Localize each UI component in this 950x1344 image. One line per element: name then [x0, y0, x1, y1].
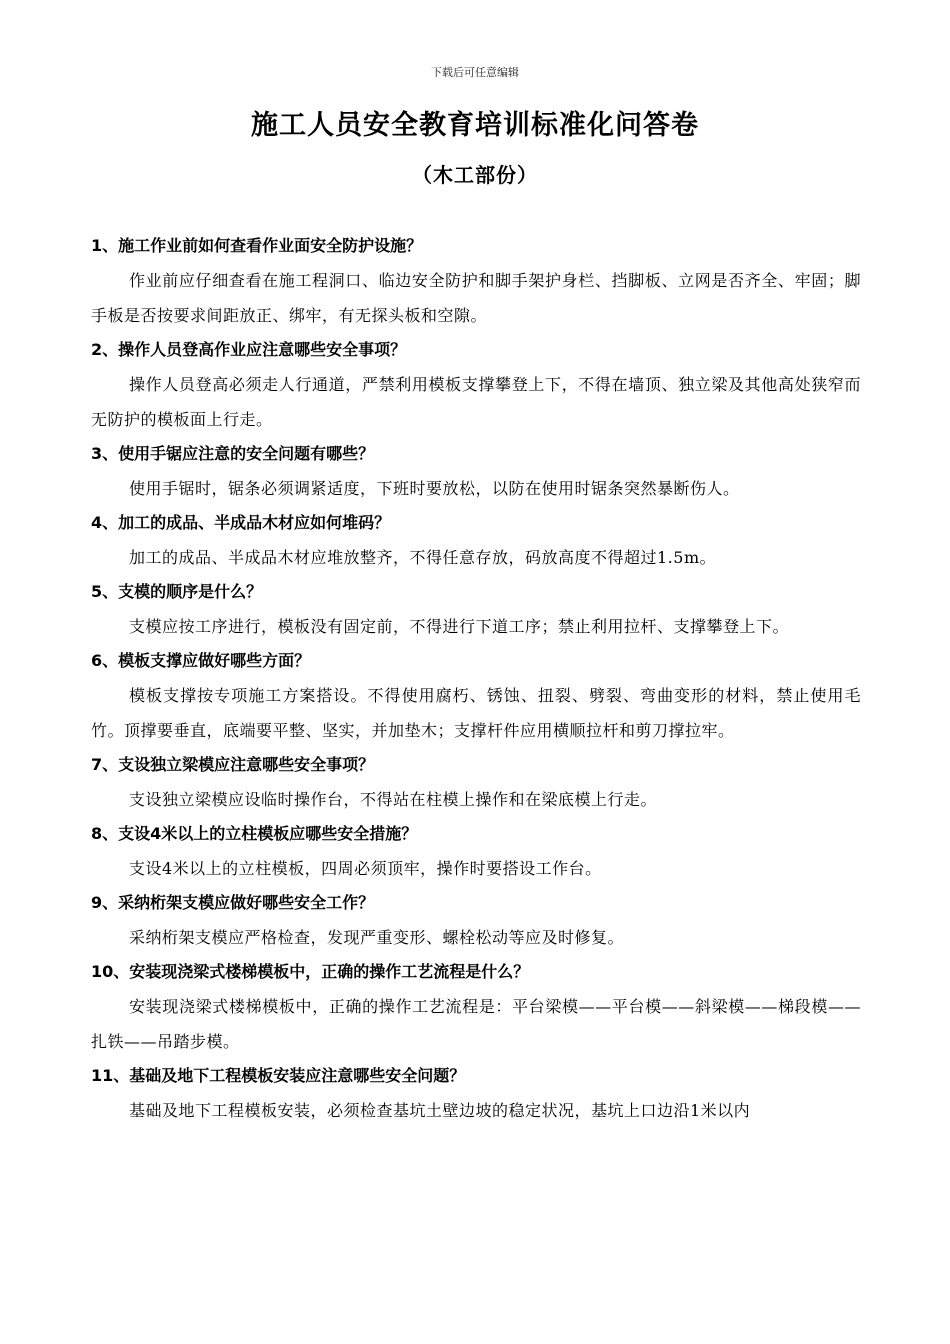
- question: 1、施工作业前如何查看作业面安全防护设施？: [91, 236, 423, 255]
- document-title: 施工人员安全教育培训标准化问答卷: [251, 110, 699, 141]
- answer: 支模应按工序进行，模板没有固定前，不得进行下道工序；禁止利用拉杆、支撑攀登上下。: [129, 617, 790, 636]
- question: 2、操作人员登高作业应注意哪些安全事项？: [91, 340, 407, 359]
- qa-item: [91, 817, 861, 886]
- qa-item: [91, 437, 861, 506]
- header-note: 下载后可任意编辑: [431, 66, 519, 79]
- question: 7、支设独立梁模应注意哪些安全事项？: [91, 755, 375, 774]
- answer: 支设4米以上的立柱模板，四周必须顶牢，操作时要搭设工作台。: [129, 859, 602, 878]
- answer: 安装现浇梁式楼梯模板中，正确的操作工艺流程是：平台梁模——平台模——斜梁模——梯段模——扎铁——吊踏步模。: [91, 997, 861, 1051]
- question: 5、支模的顺序是什么？: [91, 582, 263, 601]
- qa-item: [91, 748, 861, 817]
- question: 9、采纳桁架支模应做好哪些安全工作？: [91, 893, 375, 912]
- answer: 操作人员登高必须走人行通道，严禁利用模板支撑攀登上下，不得在墙顶、独立梁及其他高处狭窄而无防护的模板面上行走。: [91, 375, 861, 429]
- qa-item: [91, 1059, 861, 1128]
- answer: 采纳桁架支模应严格检查，发现严重变形、螺栓松动等应及时修复。: [129, 928, 625, 947]
- qa-item: [91, 229, 861, 333]
- answer: 基础及地下工程模板安装，必须检查基坑土壁边坡的稳定状况，基坑上口边沿1米以内: [129, 1101, 751, 1120]
- question: 11、基础及地下工程模板安装应注意哪些安全问题？: [91, 1066, 466, 1085]
- answer: 作业前应仔细查看在施工程洞口、临边安全防护和脚手架护身栏、挡脚板、立网是否齐全、牢固；脚手板是否按要求间距放正、绑牢，有无探头板和空隙。: [91, 271, 861, 325]
- qa-item: [91, 333, 861, 437]
- answer: 模板支撑按专项施工方案搭设。不得使用腐朽、锈蚀、扭裂、劈裂、弯曲变形的材料，禁止使用毛竹。顶撑要垂直，底端要平整、坚实，并加垫木；支撑杆件应用横顺拉杆和剪刀撑拉牢。: [91, 686, 861, 740]
- document-subtitle: （木工部份）: [412, 163, 538, 187]
- answer: 加工的成品、半成品木材应堆放整齐，不得任意存放，码放高度不得超过1.5m。: [129, 548, 717, 567]
- question: 3、使用手锯应注意的安全问题有哪些？: [91, 444, 375, 463]
- question: 4、加工的成品、半成品木材应如何堆码？: [91, 513, 391, 532]
- question: 8、支设4米以上的立柱模板应哪些安全措施？: [91, 824, 418, 843]
- answer: 使用手锯时，锯条必须调紧适度，下班时要放松，以防在使用时锯条突然暴断伤人。: [129, 479, 740, 498]
- qa-item: [91, 886, 861, 955]
- answer: 支设独立梁模应设临时操作台，不得站在柱模上操作和在梁底模上行走。: [129, 790, 658, 809]
- qa-item: [91, 955, 861, 1059]
- qa-list: [91, 229, 861, 1128]
- question: 10、安装现浇梁式楼梯模板中，正确的操作工艺流程是什么？: [91, 962, 530, 981]
- question: 6、模板支撑应做好哪些方面？: [91, 651, 311, 670]
- qa-item: [91, 575, 861, 644]
- qa-item: [91, 644, 861, 748]
- qa-item: [91, 506, 861, 575]
